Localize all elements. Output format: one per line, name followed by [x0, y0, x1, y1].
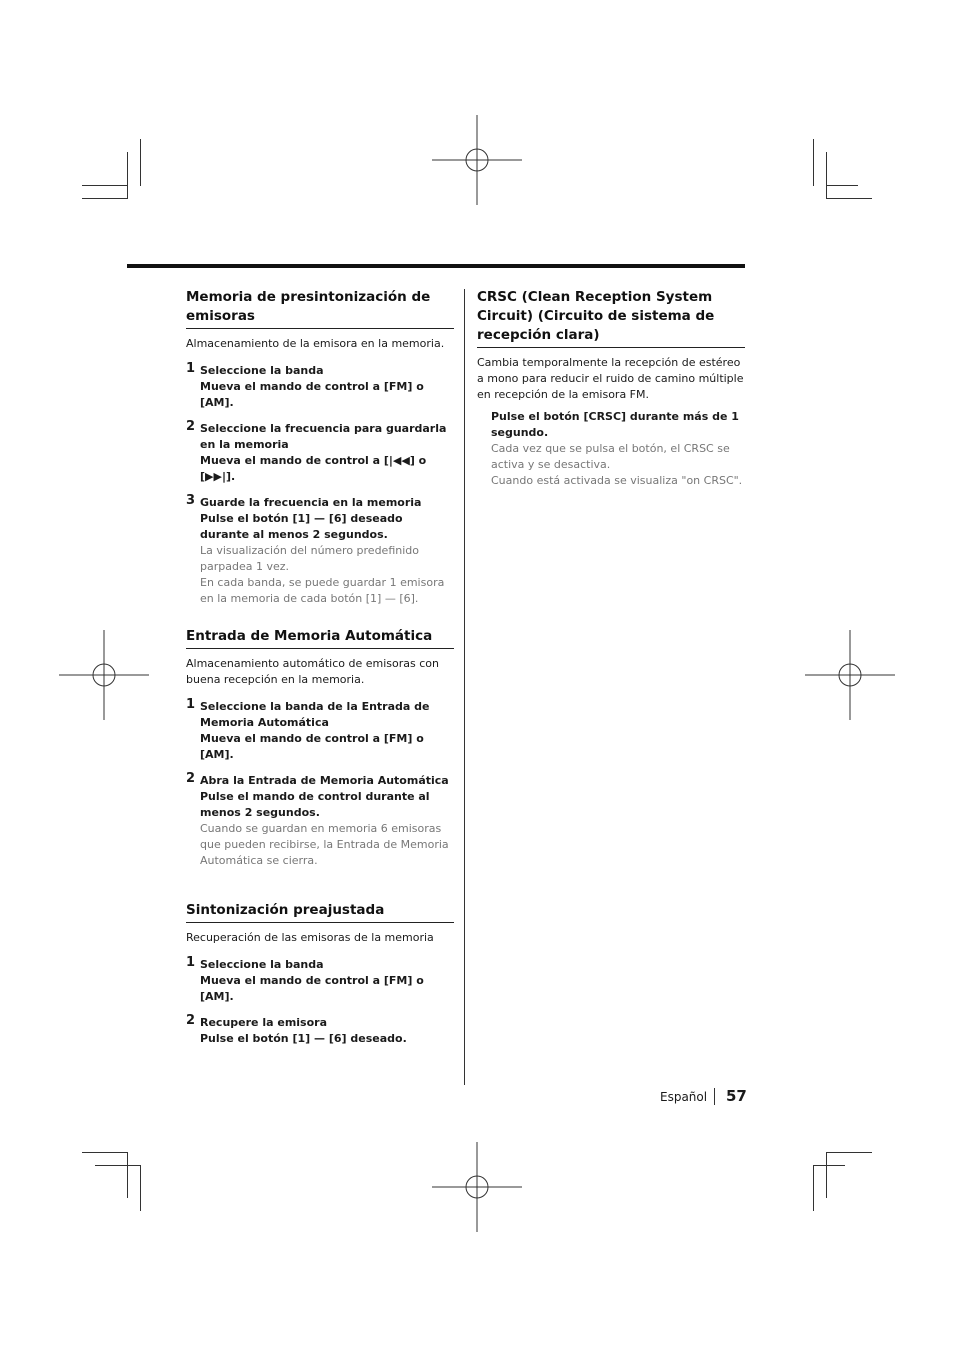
- section-crsc: [477, 288, 745, 489]
- crsc-instruction: [477, 409, 745, 489]
- step-number: 2: [186, 419, 196, 434]
- step-number: 1: [186, 697, 196, 712]
- registration-mark-bottom: [432, 1142, 522, 1232]
- step-title: Seleccione la frecuencia para guardarla en la memoria: [200, 422, 447, 451]
- step-action: Pulse el botón [CRSC] durante más de 1 segundo.: [491, 410, 739, 439]
- step-note: En cada banda, se puede guardar 1 emisora en la memoria de cada botón [1] — [6].: [200, 576, 445, 605]
- step-1: [186, 363, 454, 411]
- registration-mark-right: [805, 630, 895, 720]
- footer-separator: [714, 1088, 715, 1105]
- step-2: [186, 421, 454, 485]
- step-action: Pulse el botón [1] — [6] deseado durante al menos 2 segundos.: [200, 512, 403, 541]
- step-2: [186, 773, 454, 869]
- section-title: Sintonización preajustada: [186, 901, 454, 923]
- step-title: Seleccione la banda: [200, 958, 324, 971]
- section-auto-memory-entry: [186, 627, 454, 869]
- step-number: 1: [186, 361, 196, 376]
- section-intro: Almacenamiento de la emisora en la memoria.: [186, 337, 445, 350]
- section-title: Entrada de Memoria Automática: [186, 627, 454, 649]
- step-action: Mueva el mando de control a [|◀◀] o [▶▶|].: [200, 454, 427, 483]
- section-title: Memoria de presintonización de emisoras: [186, 288, 454, 329]
- section-title: CRSC (Clean Reception System Circuit) (Circuito de sistema de recepción clara): [477, 288, 745, 348]
- section-intro: Recuperación de las emisoras de la memoria: [186, 931, 434, 944]
- step-2: [186, 1015, 454, 1047]
- step-title: Seleccione la banda: [200, 364, 324, 377]
- section-preset-memory: [186, 288, 454, 607]
- step-action: Mueva el mando de control a [FM] o [AM].: [200, 732, 424, 761]
- column-divider: [464, 289, 465, 1085]
- step-action: Pulse el botón [1] — [6] deseado.: [200, 1032, 407, 1045]
- registration-mark-left: [59, 630, 149, 720]
- step-action: Mueva el mando de control a [FM] o [AM].: [200, 974, 424, 1003]
- step-action: Pulse el mando de control durante al menos 2 segundos.: [200, 790, 430, 819]
- page-number: 57: [726, 1087, 747, 1105]
- step-title: Guarde la frecuencia en la memoria: [200, 496, 422, 509]
- step-note: Cada vez que se pulsa el botón, el CRSC se activa y se desactiva.: [491, 442, 730, 471]
- header-rule: [127, 264, 745, 268]
- step-note: La visualización del número predefinido parpadea 1 vez.: [200, 544, 419, 573]
- step-1: [186, 699, 454, 763]
- step-1: [186, 957, 454, 1005]
- section-intro: Almacenamiento automático de emisoras con buena recepción en la memoria.: [186, 657, 439, 686]
- step-number: 1: [186, 955, 196, 970]
- step-note: Cuando se guardan en memoria 6 emisoras que pueden recibirse, la Entrada de Memoria Automática se cierra.: [200, 822, 449, 867]
- registration-mark-top: [432, 115, 522, 205]
- step-title: Seleccione la banda de la Entrada de Memoria Automática: [200, 700, 430, 729]
- step-action: Mueva el mando de control a [FM] o [AM].: [200, 380, 424, 409]
- section-preset-tuning: [186, 901, 454, 1047]
- step-title: Recupere la emisora: [200, 1016, 327, 1029]
- step-number: 3: [186, 493, 196, 508]
- step-3: [186, 495, 454, 607]
- footer-language: Español: [660, 1090, 708, 1104]
- step-number: 2: [186, 771, 196, 786]
- step-number: 2: [186, 1013, 196, 1028]
- section-intro: Cambia temporalmente la recepción de estéreo a mono para reducir el ruido de camino múltiple en recepción de la emisora FM.: [477, 356, 744, 401]
- step-title: Abra la Entrada de Memoria Automática: [200, 774, 449, 787]
- step-note: Cuando está activada se visualiza "on CRSC".: [491, 474, 743, 487]
